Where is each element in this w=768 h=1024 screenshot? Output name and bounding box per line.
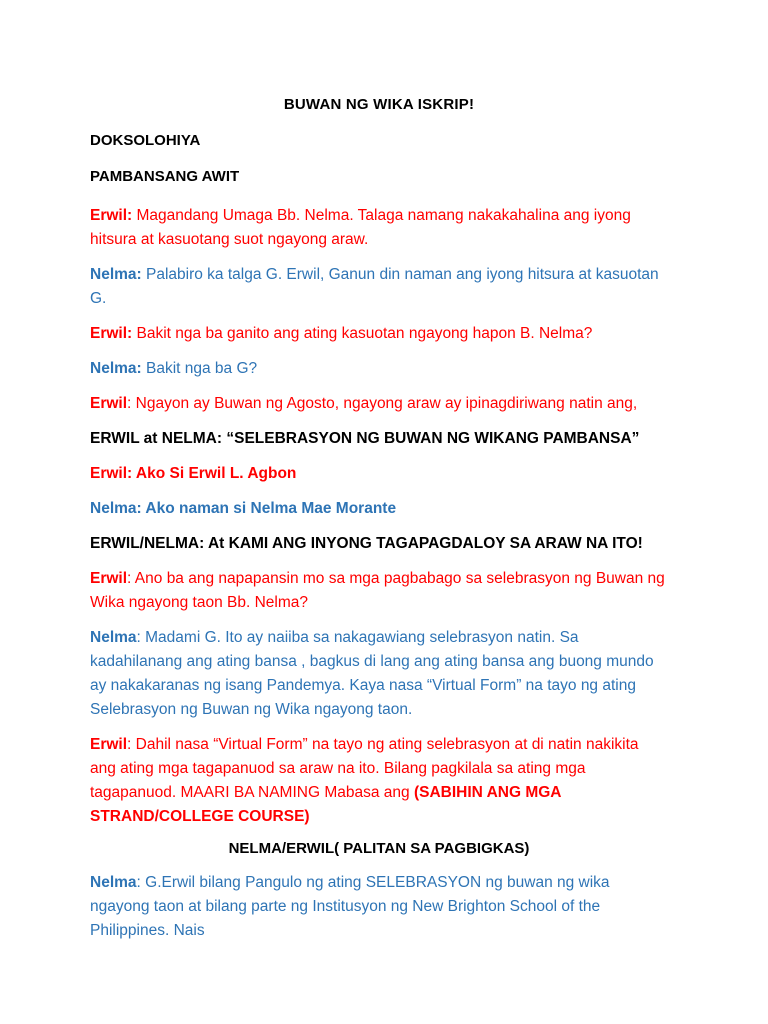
stage-direction: (SABIHIN ANG MGA STRAND/COLLEGE COURSE)	[90, 784, 561, 825]
line-erwil-2	[90, 322, 668, 346]
speaker-nelma: Nelma	[90, 629, 137, 646]
line-erwil-4	[90, 567, 668, 615]
line-text: Magandang Umaga Bb. Nelma. Talaga namang nakakahalina ang iyong hitsura at kasuotang suot ngayong araw.	[90, 207, 631, 248]
speaker-erwil-nelma: ERWIL at NELMA	[90, 430, 217, 447]
line-text: Bakit nga ba G?	[141, 360, 258, 377]
line-nelma-4	[90, 871, 668, 943]
line-nelma-3	[90, 626, 668, 722]
line-text: : “SELEBRASYON NG BUWAN NG WIKANG PAMBANSA”	[216, 430, 640, 447]
line-text: : G.Erwil bilang Pangulo ng ating SELEBRASYON ng buwan ng wika ngayong taon at bilang parte ng Institusyon ng New Brighton School of the Philippines. Nais	[90, 874, 610, 939]
speaker-erwil: Erwil	[90, 736, 128, 753]
heading-doksolohiya: DOKSOLOHIYA	[90, 132, 201, 149]
speaker-nelma: Nelma:	[90, 360, 142, 377]
document-title: BUWAN NG WIKA ISKRIP!	[283, 96, 475, 113]
line-erwil-nelma	[90, 427, 668, 451]
line-palitan: NELMA/ERWIL( PALITAN SA PAGBIGKAS)	[228, 840, 530, 857]
speaker-erwil: Erwil	[90, 395, 128, 412]
line-text: : Dahil nasa “Virtual Form” na tayo ng ating selebrasyon at di natin nakikita ang ating mga tagapanuod sa araw na ito. Bilang pagkilala sa ating mga tagapanuod. MAARI BA NAMING Mabasa ang	[90, 736, 639, 801]
line-text: : Ano ba ang napapansin mo sa mga pagbabago sa selebrasyon ng Buwan ng Wika ngayong taon Bb. Nelma?	[90, 570, 665, 611]
line-nelma-intro: Nelma: Ako naman si Nelma Mae Morante	[90, 500, 397, 517]
speaker-nelma: Nelma:	[90, 266, 142, 283]
line-text: : Ngayon ay Buwan ng Agosto, ngayong araw ay ipinagdiriwang natin ang,	[127, 395, 638, 412]
line-text: Bakit nga ba ganito ang ating kasuotan ngayong hapon B. Nelma?	[132, 325, 593, 342]
line-text: : Madami G. Ito ay naiiba sa nakagawiang selebrasyon natin. Sa kadahilanang ang ating bansa , bagkus di lang ang ating bansa ang buong mundo ay nakakaranas ng isang Pandemya. Kaya nasa “Virtual Form” na tayo ng ating Selebrasyon ng Buwan ng Wika ngayong taon.	[90, 629, 654, 718]
line-hosts: ERWIL/NELMA: At KAMI ANG INYONG TAGAPAGDALOY SA ARAW NA ITO!	[90, 535, 643, 552]
line-erwil-1	[90, 204, 668, 252]
speaker-nelma: Nelma	[90, 874, 137, 891]
line-erwil-5	[90, 733, 668, 829]
speaker-erwil: Erwil:	[90, 325, 133, 342]
line-erwil-intro: Erwil: Ako Si Erwil L. Agbon	[90, 465, 297, 482]
line-nelma-1	[90, 263, 668, 311]
line-nelma-2	[90, 357, 668, 381]
speaker-erwil: Erwil	[90, 570, 128, 587]
heading-pambansang-awit: PAMBANSANG AWIT	[90, 168, 240, 185]
line-text: Palabiro ka talga G. Erwil, Ganun din naman ang iyong hitsura at kasuotan G.	[90, 266, 659, 307]
speaker-erwil: Erwil:	[90, 207, 133, 224]
line-erwil-3	[90, 392, 668, 416]
